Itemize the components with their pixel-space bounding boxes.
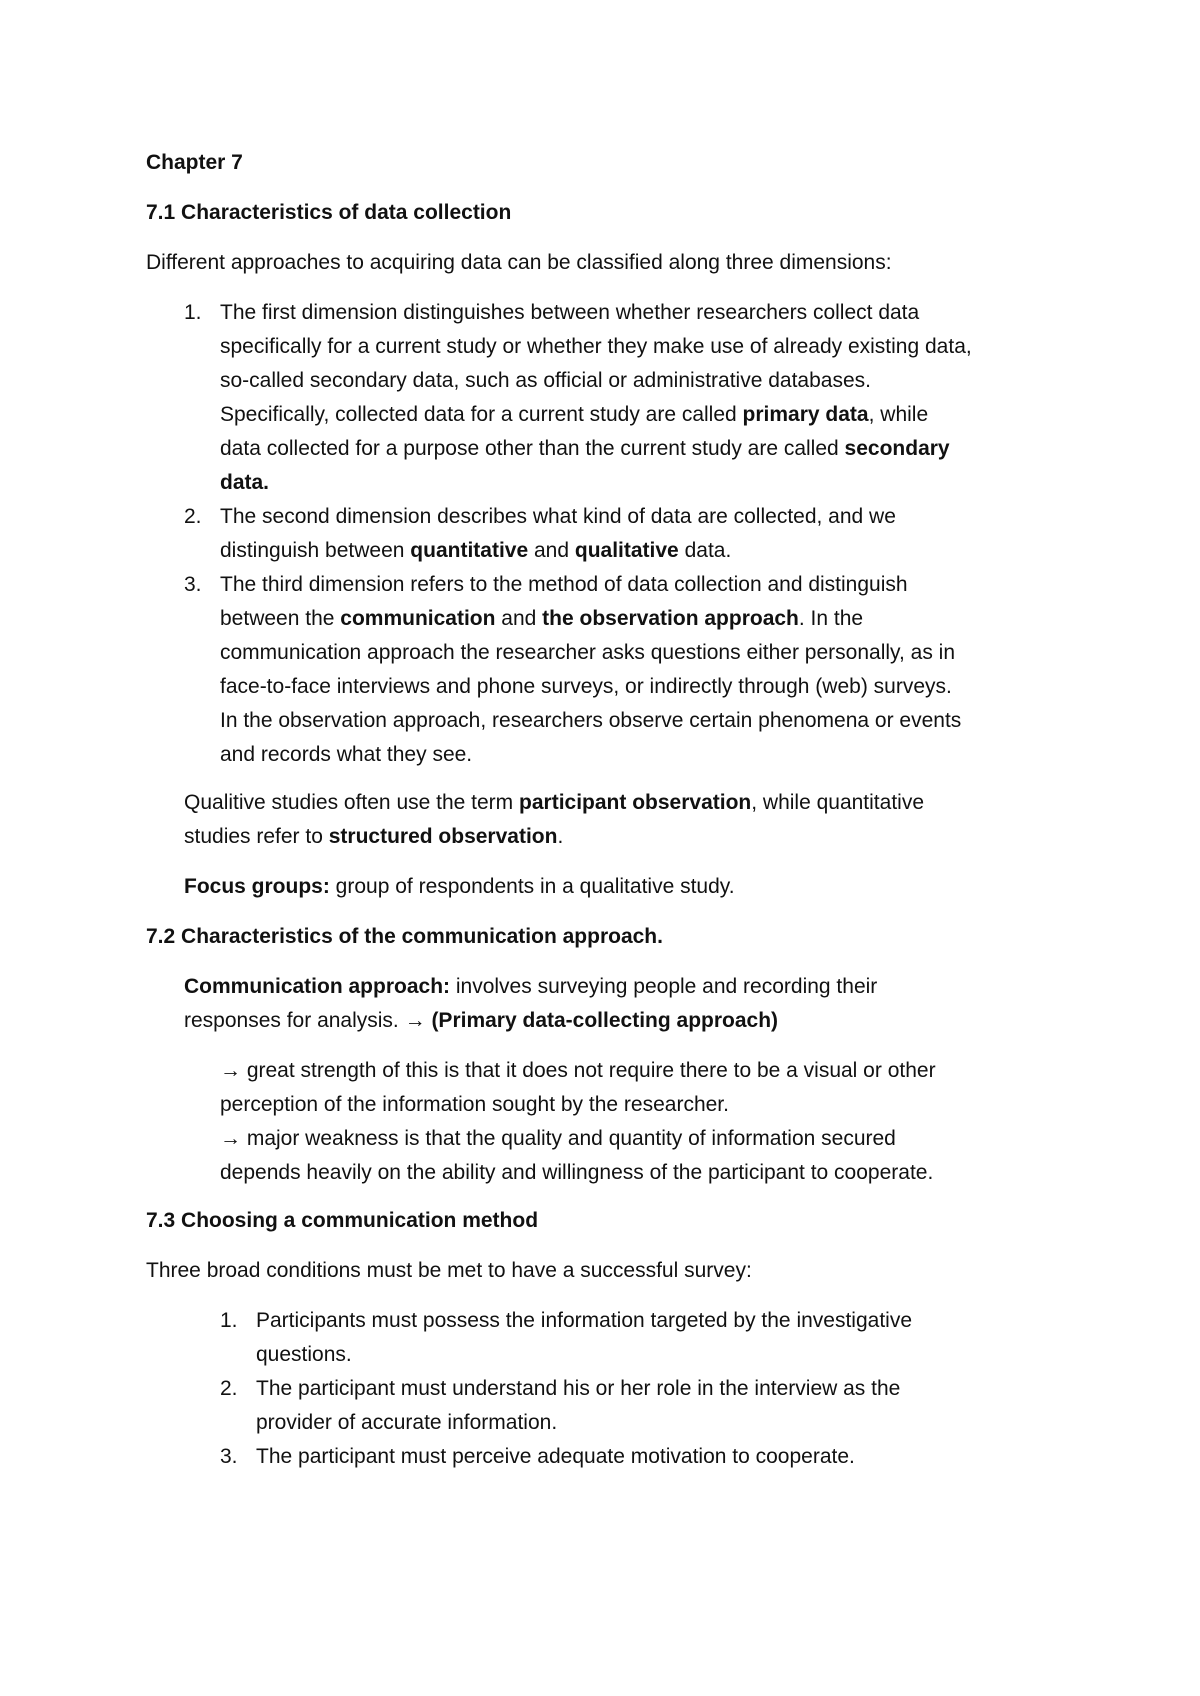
text-run: and records what they see. (220, 743, 473, 766)
text-run: → great strength of this is that it does not require there to be a visual or other (220, 1059, 936, 1082)
text-run: involves surveying people and recording their (450, 975, 878, 998)
section-heading-7-1: 7.1 Characteristics of data collection (146, 201, 512, 224)
text-run: Participants must possess the information targeted by the investigative (256, 1309, 913, 1332)
bold-term: quantitative (410, 539, 529, 562)
text-line (256, 1440, 1076, 1474)
text-run: data collected for a purpose other than the current study are called (220, 437, 845, 460)
text-line (220, 534, 1080, 568)
text-line (220, 602, 1080, 636)
text-run: so-called secondary data, such as official or administrative databases. (220, 369, 871, 392)
paragraph-strength-weakness (220, 1054, 1150, 1190)
text-run: distinguish between (220, 539, 411, 562)
text-line (184, 1004, 1114, 1038)
text-run: group of respondents in a qualitative study. (329, 875, 735, 898)
text-line (184, 786, 1114, 820)
list-item-number: 2. (220, 1377, 238, 1400)
text-run: Qualitive studies often use the term (184, 791, 520, 814)
text-run: → major weakness is that the quality and quantity of information secured (220, 1127, 896, 1150)
text-line (220, 296, 1080, 330)
text-line (220, 1088, 1150, 1122)
list-item-number: 3. (184, 573, 202, 596)
text-line (220, 1054, 1150, 1088)
text-line (256, 1406, 1076, 1440)
text-line (184, 870, 1114, 904)
list-item-text (220, 500, 1080, 568)
text-run: The third dimension refers to the method of data collection and distinguish (220, 573, 908, 596)
bold-term: communication (340, 607, 496, 630)
text-line (220, 466, 1080, 500)
bold-term: structured observation (328, 825, 558, 848)
text-run: studies refer to (184, 825, 329, 848)
text-line (220, 636, 1080, 670)
text-run: , while quantitative (751, 791, 925, 814)
bold-term: participant observation (519, 791, 752, 814)
text-line (184, 970, 1114, 1004)
text-line (256, 1372, 1076, 1406)
list-item-text (256, 1304, 1076, 1372)
text-run: In the observation approach, researchers observe certain phenomena or events (220, 709, 962, 732)
bold-term: data. (220, 471, 270, 494)
paragraph-focus-groups (184, 870, 1114, 904)
text-run: questions. (256, 1343, 352, 1366)
list-item-text (256, 1440, 1076, 1474)
text-run: and (528, 539, 575, 562)
text-run: perception of the information sought by the researcher. (220, 1093, 729, 1116)
paragraph-communication-approach (184, 970, 1114, 1038)
text-run: between the (220, 607, 341, 630)
list-item-text (256, 1372, 1076, 1440)
text-line (220, 500, 1080, 534)
text-line (184, 820, 1114, 854)
text-line (220, 738, 1080, 772)
bold-term: the observation approach (542, 607, 799, 630)
bold-term: Communication approach: (184, 975, 451, 998)
text-line (256, 1304, 1076, 1338)
text-run: The second dimension describes what kind of data are collected, and we (220, 505, 896, 528)
text-run: depends heavily on the ability and willingness of the participant to cooperate. (220, 1161, 934, 1184)
bold-term: secondary (844, 437, 950, 460)
text-line (220, 364, 1080, 398)
text-run: data. (678, 539, 732, 562)
text-run: specifically for a current study or whether they make use of already existing data, (220, 335, 972, 358)
list-item-text (220, 568, 1080, 772)
text-line (220, 568, 1080, 602)
text-run: responses for analysis. (184, 1009, 405, 1032)
list-item-number: 3. (220, 1445, 238, 1468)
section-heading-7-2: 7.2 Characteristics of the communication approach. (146, 925, 663, 948)
chapter-title: Chapter 7 (146, 151, 243, 174)
section-heading-7-3: 7.3 Choosing a communication method (146, 1209, 539, 1232)
list-item-text (220, 296, 1080, 500)
text-line (220, 1156, 1150, 1190)
text-run: Specifically, collected data for a current study are called (220, 403, 743, 426)
text-run: . (557, 825, 564, 848)
text-line (220, 670, 1080, 704)
text-line (220, 1122, 1150, 1156)
text-run: communication approach the researcher asks questions either personally, as in (220, 641, 955, 664)
text-line (220, 704, 1080, 738)
text-run: The participant must understand his or her role in the interview as the (256, 1377, 901, 1400)
text-line (220, 398, 1080, 432)
list-item-number: 1. (184, 301, 202, 324)
text-run: face-to-face interviews and phone surveys, or indirectly through (web) surveys. (220, 675, 952, 698)
text-run: provider of accurate information. (256, 1411, 558, 1434)
section-7-1-intro: Different approaches to acquiring data can be classified along three dimensions: (146, 251, 892, 274)
text-run: The participant must perceive adequate motivation to cooperate. (256, 1445, 855, 1468)
text-run: The first dimension distinguishes between whether researchers collect data (220, 301, 920, 324)
text-run: and (495, 607, 543, 630)
text-run: . In the (798, 607, 864, 630)
list-item-number: 2. (184, 505, 202, 528)
bold-term: Focus groups: (184, 875, 330, 898)
text-line (256, 1338, 1076, 1372)
paragraph-qualitive (184, 786, 1114, 854)
text-run: , while (868, 403, 929, 426)
section-7-3-intro: Three broad conditions must be met to have a successful survey: (146, 1259, 752, 1282)
bold-term: qualitative (574, 539, 679, 562)
list-item-number: 1. (220, 1309, 238, 1332)
bold-term: primary data (742, 403, 869, 426)
text-line (220, 330, 1080, 364)
text-line (220, 432, 1080, 466)
bold-term: → (Primary data-collecting approach) (404, 1009, 779, 1032)
